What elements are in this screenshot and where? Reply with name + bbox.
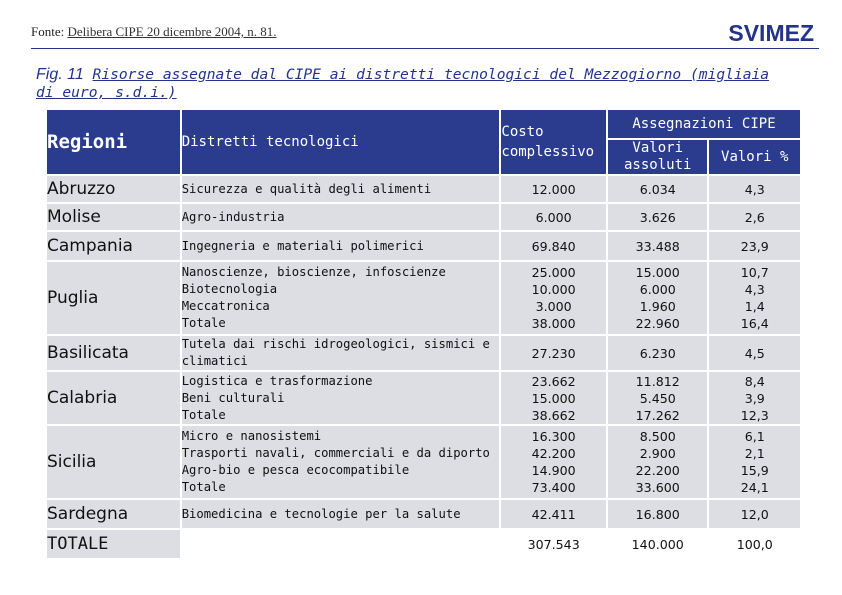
pct-value: 12,0	[740, 506, 769, 522]
cost-cell	[501, 372, 608, 426]
abs-value: 6.034	[639, 181, 676, 197]
pct-value: 4,3	[744, 282, 765, 297]
total-abs-cell: 140.000	[608, 530, 710, 560]
pct-value: 4,3	[744, 181, 765, 197]
district-name: Tutela dai rischi idrogeologici, sismici e	[181, 337, 490, 351]
cost-value: 27.230	[531, 345, 576, 361]
pct-value: 4,5	[744, 345, 765, 361]
abs-value: 11.812	[635, 373, 680, 389]
col-header-cost-line1: Costo	[501, 124, 544, 140]
col-header-cost-line2: complessivo	[501, 144, 595, 160]
pct-cell	[709, 232, 802, 262]
districts-table	[47, 110, 802, 560]
cost-value: 15.000	[531, 390, 576, 406]
districts-cell	[182, 204, 502, 232]
cost-value: 42.200	[531, 446, 576, 461]
col-header-region: Regioni	[47, 110, 182, 176]
district-name: Ingegneria e materiali polimerici	[181, 238, 424, 253]
pct-value: 10,7	[740, 265, 769, 280]
abs-cell	[608, 426, 710, 500]
col-header-pct: Valori %	[709, 140, 802, 176]
district-name: Totale	[181, 316, 226, 330]
cost-value: 73.400	[531, 480, 576, 495]
col-header-abs	[608, 140, 710, 176]
figure-caption-line1: Risorse assegnate dal CIPE ai distretti tecnologici del Mezzogiorno (migliaia	[92, 66, 770, 83]
figure-title	[36, 66, 806, 102]
header-row-1	[47, 110, 802, 140]
district-name: Totale	[181, 480, 226, 494]
source-text: Delibera CIPE 20 dicembre 2004, n. 81.	[67, 24, 277, 39]
abs-value: 8.500	[639, 429, 676, 444]
district-name: Logistica e trasformazione	[181, 373, 373, 388]
districts-cell	[182, 500, 502, 530]
abs-value: 33.600	[635, 480, 680, 495]
abs-value: 1.960	[639, 299, 676, 314]
cost-value: 10.000	[531, 282, 576, 297]
total-pct-cell: 100,0	[709, 530, 802, 560]
districts-cell	[182, 262, 502, 336]
district-name: Biomedicina e tecnologie per la salute	[181, 506, 461, 521]
district-name: Totale	[181, 407, 226, 422]
abs-value: 6.000	[639, 282, 676, 297]
table-row-abruzzo	[47, 176, 802, 204]
district-name: Beni culturali	[181, 390, 285, 405]
pct-value: 15,9	[740, 463, 769, 478]
col-header-cost	[501, 110, 608, 176]
cost-value: 69.840	[531, 238, 576, 254]
table-row-sardegna	[47, 500, 802, 530]
abs-value: 3.626	[639, 209, 676, 225]
region-cell: Molise	[47, 204, 182, 232]
pct-value: 3,9	[744, 390, 765, 406]
col-header-abs-line2: assoluti	[624, 157, 692, 173]
total-districts-blank	[182, 530, 502, 560]
cost-value: 42.411	[531, 506, 576, 522]
district-name: climatici	[181, 354, 248, 368]
districts-cell	[182, 426, 502, 500]
cost-cell	[501, 426, 608, 500]
cost-cell	[501, 500, 608, 530]
table-row-sicilia	[47, 426, 802, 500]
abs-value: 15.000	[635, 265, 680, 280]
district-name: Agro-bio e pesca ecocompatibile	[181, 463, 410, 477]
col-header-assignments: Assegnazioni CIPE	[608, 110, 802, 140]
source-note	[31, 24, 277, 40]
abs-cell	[608, 336, 710, 372]
cost-value: 12.000	[531, 181, 576, 197]
pct-value: 23,9	[740, 238, 769, 254]
pct-value: 24,1	[740, 480, 769, 495]
pct-value: 16,4	[740, 316, 769, 331]
brand-logo: SVIMEZ	[728, 20, 814, 46]
cost-value: 6.000	[535, 209, 572, 225]
pct-cell	[709, 336, 802, 372]
cost-value: 38.000	[531, 316, 576, 331]
pct-cell	[709, 176, 802, 204]
pct-cell	[709, 426, 802, 500]
abs-value: 6.230	[639, 345, 676, 361]
source-label: Fonte:	[31, 24, 65, 39]
abs-cell	[608, 262, 710, 336]
cost-value: 25.000	[531, 265, 576, 280]
cost-value: 16.300	[531, 429, 576, 444]
col-header-districts: Distretti tecnologici	[182, 110, 502, 176]
district-name: Micro e nanosistemi	[181, 429, 322, 443]
region-cell: Calabria	[47, 372, 182, 426]
region-cell: Sicilia	[47, 426, 182, 500]
abs-cell	[608, 372, 710, 426]
abs-cell	[608, 176, 710, 204]
districts-cell	[182, 372, 502, 426]
cost-cell	[501, 336, 608, 372]
pct-value: 12,3	[740, 407, 769, 423]
pct-cell	[709, 372, 802, 426]
pct-value: 2,1	[744, 446, 765, 461]
table-row-molise	[47, 204, 802, 232]
cost-value: 14.900	[531, 463, 576, 478]
table-row-calabria	[47, 372, 802, 426]
districts-cell	[182, 232, 502, 262]
region-cell: Campania	[47, 232, 182, 262]
district-name: Sicurezza e qualità degli alimenti	[181, 181, 432, 196]
pct-cell	[709, 204, 802, 232]
table-row-total	[47, 530, 802, 560]
cost-cell	[501, 262, 608, 336]
region-cell: Abruzzo	[47, 176, 182, 204]
cost-cell	[501, 232, 608, 262]
figure-caption-line2: di euro, s.d.i.)	[36, 84, 177, 101]
abs-value: 22.200	[635, 463, 680, 478]
pct-value: 1,4	[744, 299, 765, 314]
abs-value: 22.960	[635, 316, 680, 331]
pct-cell	[709, 500, 802, 530]
district-name: Trasporti navali, commerciali e da diporto	[181, 446, 490, 460]
pct-value: 8,4	[744, 373, 765, 389]
header-divider	[31, 48, 819, 49]
region-cell: Basilicata	[47, 336, 182, 372]
total-label: TOTALE	[47, 530, 182, 560]
abs-value: 5.450	[639, 390, 676, 406]
total-cost-cell: 307.543	[501, 530, 608, 560]
region-cell: Puglia	[47, 262, 182, 336]
district-name: Meccatronica	[181, 299, 270, 313]
table-body	[47, 176, 802, 560]
districts-cell	[182, 176, 502, 204]
abs-cell	[608, 500, 710, 530]
cost-cell	[501, 176, 608, 204]
pct-value: 6,1	[744, 429, 765, 444]
district-name: Agro-industria	[181, 209, 285, 224]
table-row-campania	[47, 232, 802, 262]
district-name: Biotecnologia	[181, 282, 278, 296]
cost-value: 38.662	[531, 407, 576, 423]
pct-cell	[709, 262, 802, 336]
cost-cell	[501, 204, 608, 232]
col-header-abs-line1: Valori	[632, 140, 683, 156]
table-row-basilicata	[47, 336, 802, 372]
figure-label: Fig. 11	[36, 66, 84, 83]
abs-cell	[608, 204, 710, 232]
abs-value: 33.488	[635, 238, 680, 254]
cost-value: 23.662	[531, 373, 576, 389]
abs-value: 2.900	[639, 446, 676, 461]
abs-value: 17.262	[635, 407, 680, 423]
cost-value: 3.000	[535, 299, 572, 314]
districts-cell	[182, 336, 502, 372]
district-name: Nanoscienze, bioscienze, infoscienze	[181, 265, 446, 279]
abs-cell	[608, 232, 710, 262]
region-cell: Sardegna	[47, 500, 182, 530]
table-row-puglia	[47, 262, 802, 336]
abs-value: 16.800	[635, 506, 680, 522]
pct-value: 2,6	[744, 209, 765, 225]
